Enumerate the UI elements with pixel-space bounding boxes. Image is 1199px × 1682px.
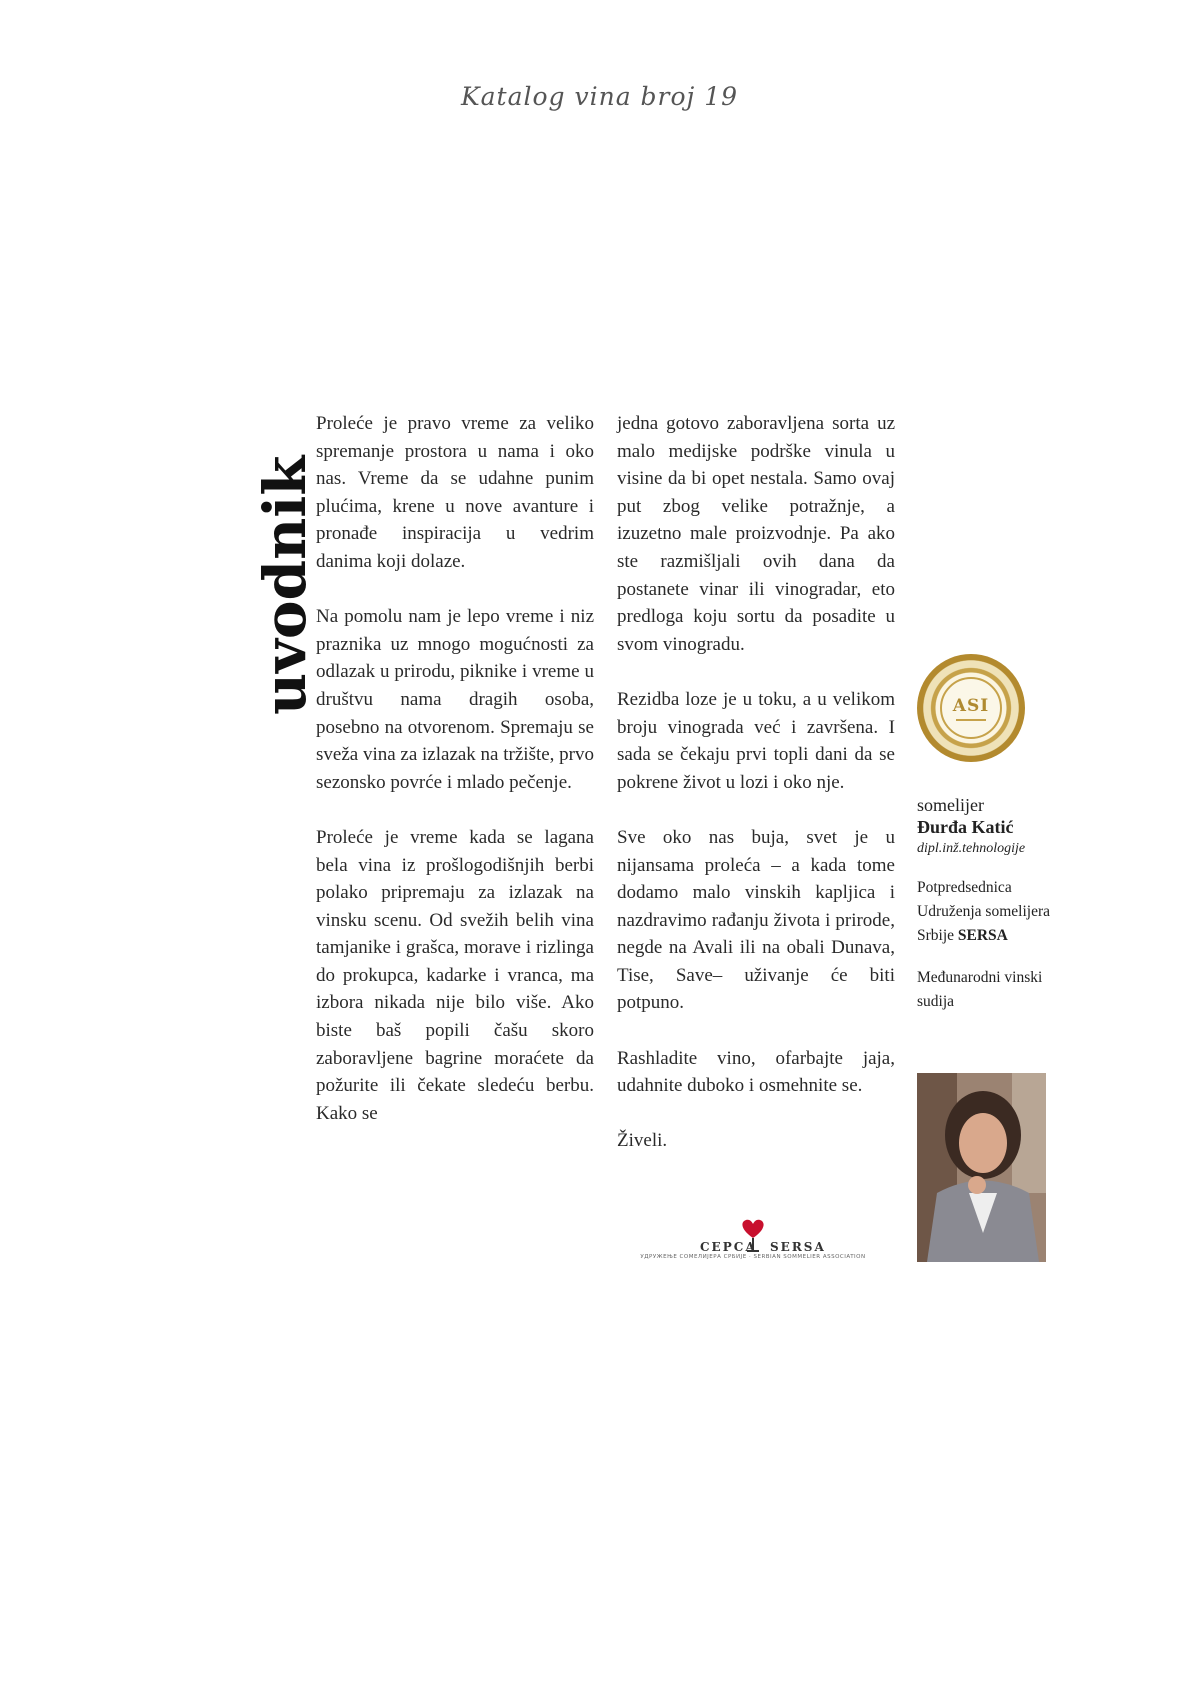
paragraph: Živeli.: [617, 1130, 668, 1152]
author-role: somelijer: [917, 795, 984, 815]
author-position: [917, 876, 1052, 948]
catalog-title: Katalog vina broj 19: [460, 82, 739, 111]
author-position-text: Potpredsednica Udruženja somelijera Srbije: [917, 879, 1050, 944]
author-degree: dipl.inž.tehnologije: [917, 841, 1026, 856]
paragraph: Na pomolu nam je lepo vreme i niz praznika uz mnogo mogućnosti za odlazak u prirodu, piknike i vreme u društvu nama dragih osoba, posebno na otvorenom. Spremaju se sveža vina za izlazak na tržište, prvo sezonsko povrće i mlado pečenje.: [316, 606, 594, 793]
paragraph: Rezidba loze je u toku, a u velikom broju vinograda već i završena. I sada se čekaju prvi topli dani da se pokrene život u lozi i oko nje.: [617, 688, 895, 793]
paragraph: jedna gotovo zaboravljena sorta uz malo medijske podrške vinula u visine da bi opet nestala. Samo ovaj put zbog velike potražnje, a izuzetno male proizvodnje. Pa ako ste razmišljali ovih dana da postanete vinar ili vinogradar, eto predloga koju sortu da posadite u svom vinogradu.: [617, 413, 895, 655]
logo-subtitle: УДРУЖЕЊЕ СОМЕЛИЈЕРА СРБИЈЕ · SERBIAN SOMMELIER ASSOCIATION: [640, 1254, 866, 1260]
paragraph: Proleće je pravo vreme za veliko spremanje prostora u nama i oko nas. Vreme da se udahne punim plućima, krene u nove avanture i pronađe inspiracija u vedrim danima koji dolaze.: [316, 413, 594, 572]
text-column-2: [617, 410, 895, 1183]
badge-divider: [956, 719, 986, 721]
author-title2: Međunarodni vinski sudija: [917, 969, 1043, 1010]
author-position-org: SERSA: [957, 927, 1008, 944]
paragraph: Sve oko nas buja, svet je u nijansama proleća – a kada tome dodamo malo vinskih kapljica i nazdravimo rađanju života i prirode, negde na Avali ili na obali Dunava, Tise, Save– uživanje će biti potpuno.: [617, 826, 895, 1014]
badge-inner: [940, 677, 1002, 739]
section-title: uvodnik: [251, 455, 319, 715]
sersa-logo: [610, 1218, 896, 1262]
badge-text: ASI: [952, 695, 990, 716]
logo-text-latin: SERSA: [770, 1240, 826, 1254]
text-column-1: [316, 410, 594, 1155]
paragraph: Rashladite vino, ofarbajte jaja, udahnite duboko i osmehnite se.: [617, 1047, 895, 1097]
author-photo: [917, 1073, 1046, 1262]
logo-text-cyrillic: СЕРСА: [700, 1240, 758, 1254]
paragraph: Proleće je vreme kada se lagana bela vina iz prošlogodišnjih berbi polako pripremaju za izlazak na vinsku scenu. Od svežih belih vina tamjanike i grašca, morave i rizlinga do prokupca, kadarke i vranca, ma izbora nikada nije bilo više. Ako biste baš popili čašu skoro zaboravljene bagrine moraćete da požurite ili čekate sledeću berbu. Kako se: [316, 826, 594, 1124]
author-sidebar: [917, 794, 1052, 1032]
asi-badge-icon: [917, 654, 1025, 762]
author-name: Đurđa Katić: [917, 817, 1014, 837]
portrait-image: [917, 1073, 1046, 1262]
